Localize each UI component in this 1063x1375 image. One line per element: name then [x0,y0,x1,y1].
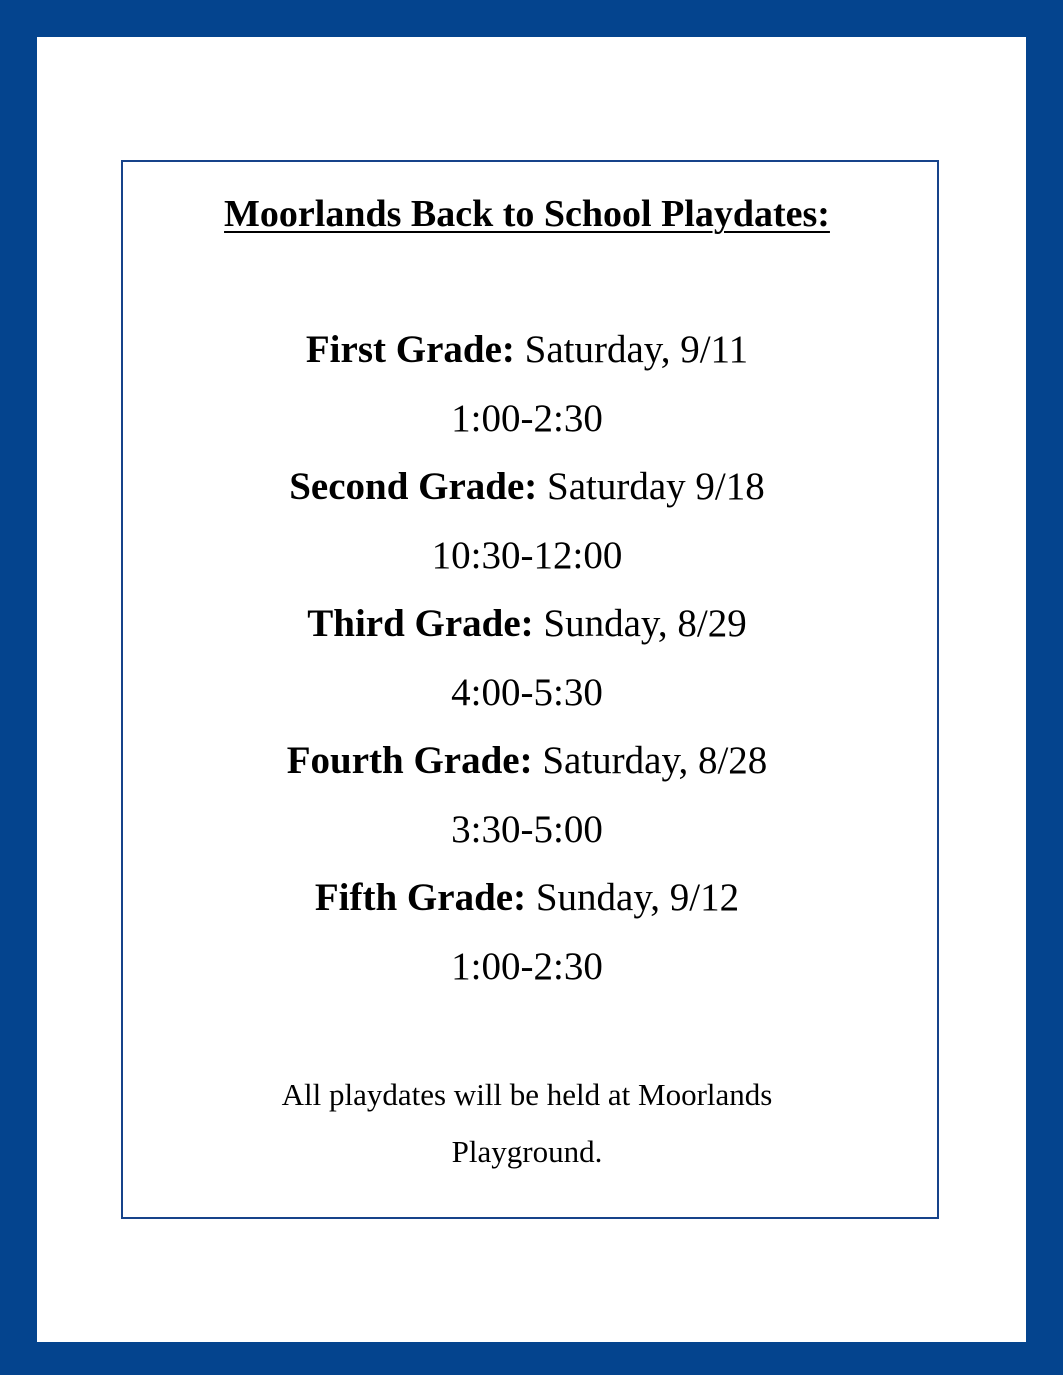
grade-label: First Grade: [305,328,515,371]
playdate-date: Saturday, 9/11 [524,328,749,371]
playdate-date: Sunday, 8/29 [543,602,747,645]
playdate-time: 10:30-12:00 [431,533,623,577]
playdate-date: Sunday, 9/12 [535,876,740,919]
playdate-date: Saturday, 8/28 [542,739,768,782]
playdate-time: 3:30-5:00 [451,807,603,851]
schedule-entry-first-grade [0,316,1054,453]
schedule-entry-second-grade [0,453,1054,590]
playdate-time: 4:00-5:30 [451,670,603,714]
schedule-date-line [0,590,1054,659]
grade-label: Fourth Grade: [286,739,533,782]
location-note [0,1066,1054,1180]
location-note-line-2: Playground. [451,1134,603,1169]
schedule-date-line [0,316,1054,385]
location-note-line-1: All playdates will be held at Moorlands [281,1077,773,1112]
schedule-date-line [0,727,1054,796]
playdate-schedule [0,316,1054,1001]
playdate-time: 1:00-2:30 [451,944,603,988]
schedule-entry-fourth-grade [0,727,1054,864]
flyer-title: Moorlands Back to School Playdates: [224,193,830,235]
playdate-date: Saturday 9/18 [547,465,765,508]
schedule-entry-fifth-grade [0,864,1054,1001]
schedule-date-line [0,864,1054,933]
grade-label: Second Grade: [289,465,538,508]
grade-label: Fifth Grade: [314,876,527,919]
playdate-time: 1:00-2:30 [451,396,603,440]
schedule-entry-third-grade [0,590,1054,727]
schedule-date-line [0,453,1054,522]
grade-label: Third Grade: [307,602,534,645]
